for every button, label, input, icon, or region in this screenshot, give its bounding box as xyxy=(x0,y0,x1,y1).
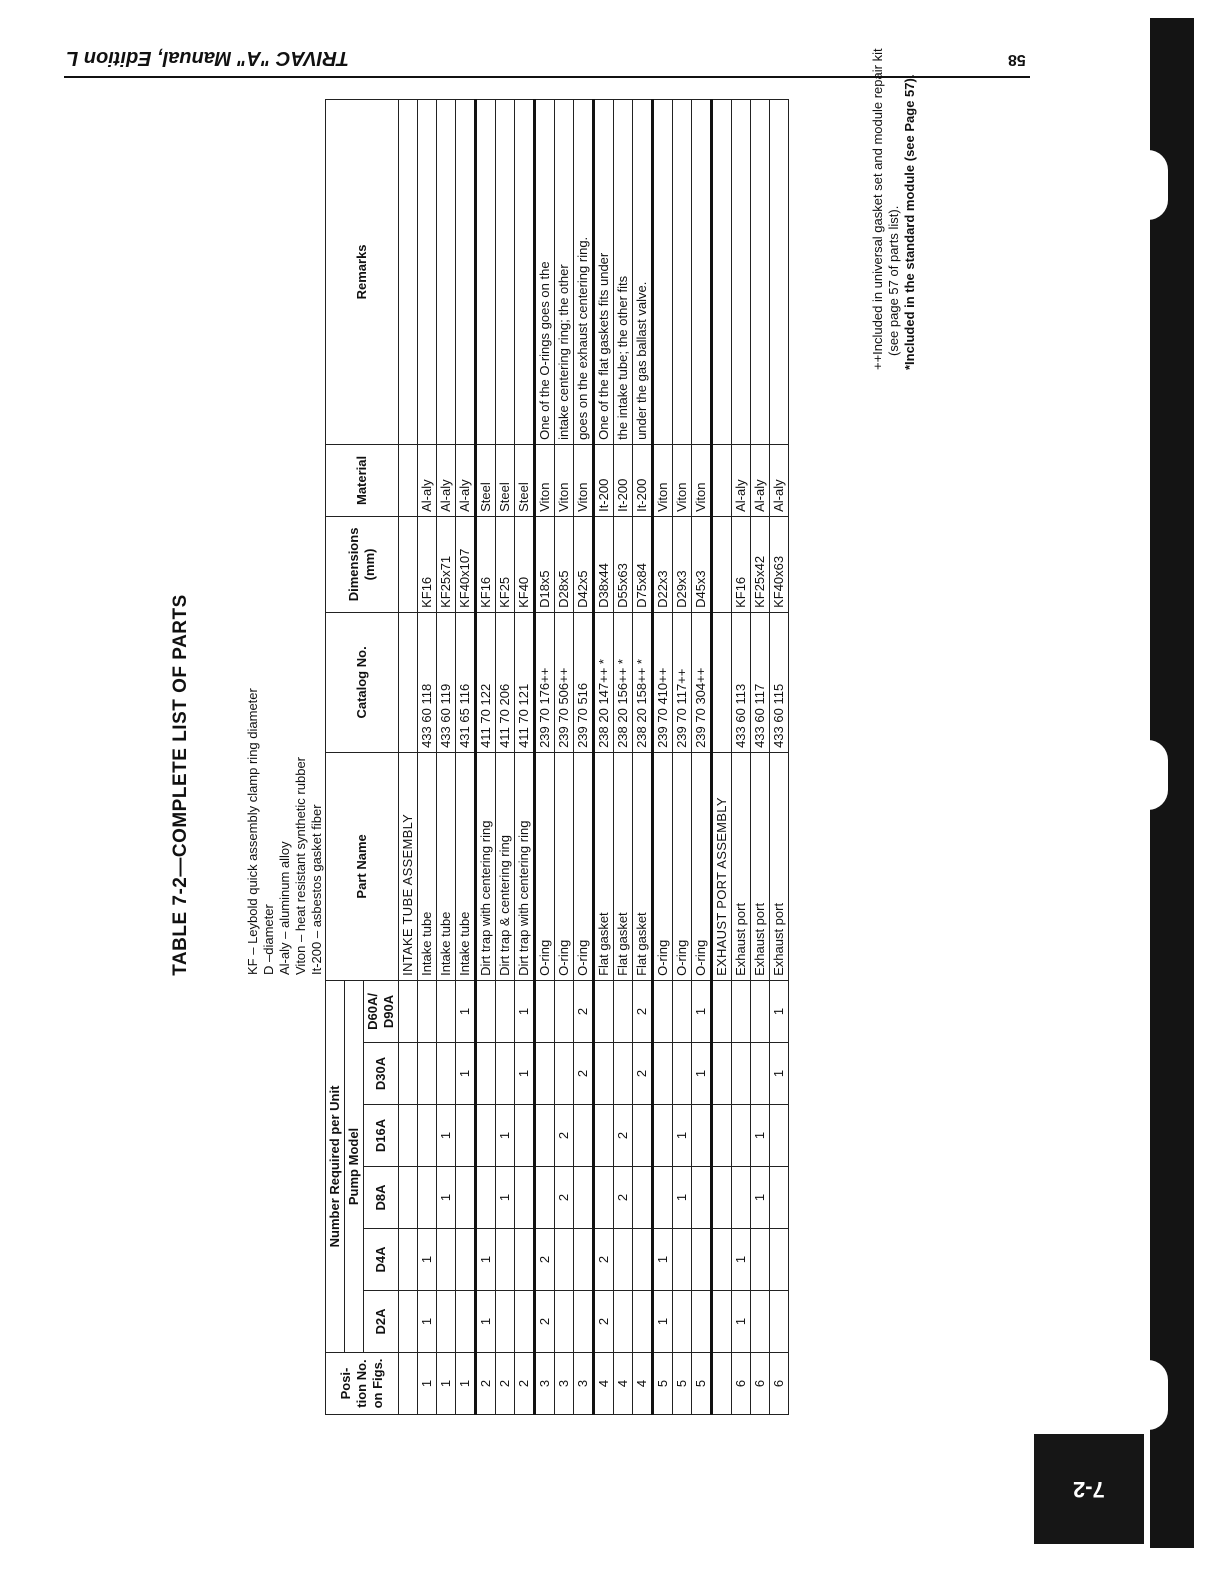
cell-quantity xyxy=(712,1167,732,1229)
legend-line: Viton – heat resistant synthetic rubber xyxy=(293,757,308,975)
cell-position: 3 xyxy=(535,1353,555,1415)
cell-quantity xyxy=(653,1167,673,1229)
cell-quantity xyxy=(476,1167,496,1229)
footnote: *Included in the standard module (see Page 57). xyxy=(902,74,917,370)
cell-position: 6 xyxy=(751,1353,770,1415)
legend-line: D –diameter xyxy=(261,904,276,975)
header-position: Posi-tion No. on Figs. xyxy=(326,1353,399,1415)
cell-material xyxy=(399,444,418,516)
cell-quantity xyxy=(515,1229,535,1291)
cell-quantity xyxy=(732,1167,751,1229)
cell-quantity: 2 xyxy=(555,1167,574,1229)
cell-catalog-no: 433 60 118 xyxy=(418,612,437,752)
cell-quantity xyxy=(751,980,770,1042)
cell-catalog-no: 239 70 506++ xyxy=(555,612,574,752)
punch-hole xyxy=(1128,1360,1168,1430)
cell-quantity: 1 xyxy=(770,980,789,1042)
cell-material: It-200 xyxy=(594,444,614,516)
cell-remarks: goes on the exhaust centering ring. xyxy=(574,99,594,444)
header-part-name: Part Name xyxy=(326,752,399,980)
cell-dimensions: D22x3 xyxy=(653,516,673,612)
table-row xyxy=(770,99,789,1414)
legend-line: It-200 – asbestos gasket fiber xyxy=(309,804,324,975)
cell-remarks xyxy=(515,99,535,444)
cell-dimensions: KF40 xyxy=(515,516,535,612)
section-tab xyxy=(1034,1434,1144,1544)
cell-remarks xyxy=(456,99,476,444)
cell-catalog-no: 431 65 116 xyxy=(456,612,476,752)
header-dimensions: Dimensions (mm) xyxy=(326,516,399,612)
cell-quantity: 1 xyxy=(653,1229,673,1291)
header-material: Material xyxy=(326,444,399,516)
cell-quantity xyxy=(496,1291,515,1353)
cell-quantity: 1 xyxy=(751,1167,770,1229)
cell-dimensions: D42x5 xyxy=(574,516,594,612)
cell-quantity xyxy=(515,1291,535,1353)
abbreviation-legend xyxy=(245,688,325,975)
cell-position: 1 xyxy=(418,1353,437,1415)
cell-quantity xyxy=(437,980,456,1042)
cell-part-name: Intake tube xyxy=(437,752,456,980)
cell-quantity xyxy=(456,1167,476,1229)
cell-quantity: 1 xyxy=(456,980,476,1042)
cell-quantity: 1 xyxy=(496,1167,515,1229)
cell-material: Al-aly xyxy=(418,444,437,516)
cell-part-name: Dirt trap & centering ring xyxy=(496,752,515,980)
table-row xyxy=(496,99,515,1414)
cell-remarks xyxy=(712,99,732,444)
cell-part-name: Flat gasket xyxy=(633,752,653,980)
table-row xyxy=(633,99,653,1414)
cell-quantity xyxy=(496,980,515,1042)
cell-quantity xyxy=(515,1105,535,1167)
table-row xyxy=(535,99,555,1414)
cell-quantity xyxy=(633,1229,653,1291)
cell-remarks: intake centering ring; the other xyxy=(555,99,574,444)
cell-catalog-no: 433 60 113 xyxy=(732,612,751,752)
cell-quantity xyxy=(574,1229,594,1291)
header-model: D16A xyxy=(364,1105,399,1167)
running-title: TRIVAC "A" Manual, Edition L xyxy=(66,47,350,69)
cell-position: 4 xyxy=(614,1353,633,1415)
cell-quantity: 1 xyxy=(476,1229,496,1291)
cell-quantity xyxy=(751,1043,770,1105)
cell-quantity xyxy=(653,1043,673,1105)
cell-catalog-no: 238 20 158++ * xyxy=(633,612,653,752)
header-model: D60A/ D90A xyxy=(364,980,399,1042)
cell-remarks xyxy=(437,99,456,444)
cell-position: 5 xyxy=(653,1353,673,1415)
cell-quantity: 1 xyxy=(673,1167,692,1229)
cell-quantity: 2 xyxy=(594,1291,614,1353)
cell-position: 5 xyxy=(673,1353,692,1415)
cell-quantity xyxy=(614,1043,633,1105)
cell-quantity xyxy=(456,1229,476,1291)
cell-quantity: 1 xyxy=(770,1043,789,1105)
cell-quantity xyxy=(770,1291,789,1353)
cell-quantity xyxy=(456,1105,476,1167)
cell-quantity xyxy=(614,1291,633,1353)
table-row xyxy=(751,99,770,1414)
cell-quantity xyxy=(476,1043,496,1105)
cell-catalog-no: 238 20 156++ * xyxy=(614,612,633,752)
cell-material: Steel xyxy=(496,444,515,516)
page-number: 58 xyxy=(1008,51,1026,68)
cell-position: 4 xyxy=(633,1353,653,1415)
cell-part-name: O-ring xyxy=(555,752,574,980)
header-model: D8A xyxy=(364,1167,399,1229)
cell-quantity xyxy=(594,980,614,1042)
header-number-required: Number Required per Unit xyxy=(326,980,345,1352)
cell-part-name: Dirt trap with centering ring xyxy=(476,752,496,980)
cell-part-name: Exhaust port xyxy=(732,752,751,980)
cell-quantity xyxy=(712,1043,732,1105)
cell-quantity xyxy=(712,980,732,1042)
cell-quantity xyxy=(437,1043,456,1105)
cell-remarks xyxy=(496,99,515,444)
cell-position: 3 xyxy=(574,1353,594,1415)
punch-hole xyxy=(1128,740,1168,810)
cell-quantity: 1 xyxy=(673,1105,692,1167)
cell-quantity xyxy=(673,980,692,1042)
cell-quantity xyxy=(692,1105,712,1167)
cell-material: Viton xyxy=(535,444,555,516)
cell-material: Viton xyxy=(673,444,692,516)
cell-position: 6 xyxy=(770,1353,789,1415)
cell-quantity xyxy=(751,1291,770,1353)
cell-quantity xyxy=(614,980,633,1042)
cell-part-name: Dirt trap with centering ring xyxy=(515,752,535,980)
cell-quantity xyxy=(751,1229,770,1291)
cell-part-name: Flat gasket xyxy=(594,752,614,980)
cell-dimensions: KF16 xyxy=(476,516,496,612)
cell-remarks: under the gas ballast valve. xyxy=(633,99,653,444)
cell-dimensions: KF40x63 xyxy=(770,516,789,612)
cell-quantity: 2 xyxy=(535,1229,555,1291)
cell-quantity xyxy=(770,1105,789,1167)
cell-dimensions: D28x5 xyxy=(555,516,574,612)
cell-catalog-no: 411 70 121 xyxy=(515,612,535,752)
header-model: D2A xyxy=(364,1291,399,1353)
cell-quantity xyxy=(535,1167,555,1229)
cell-quantity xyxy=(732,1043,751,1105)
cell-remarks: One of the O-rings goes on the xyxy=(535,99,555,444)
cell-part-name: O-ring xyxy=(692,752,712,980)
cell-quantity xyxy=(399,980,418,1042)
cell-quantity: 1 xyxy=(653,1291,673,1353)
cell-quantity xyxy=(692,1167,712,1229)
cell-quantity: 1 xyxy=(515,1043,535,1105)
cell-position: 5 xyxy=(692,1353,712,1415)
cell-position: 2 xyxy=(476,1353,496,1415)
cell-quantity xyxy=(712,1291,732,1353)
cell-quantity: 2 xyxy=(614,1105,633,1167)
cell-quantity: 1 xyxy=(437,1167,456,1229)
cell-quantity xyxy=(574,1167,594,1229)
cell-quantity xyxy=(633,1105,653,1167)
punch-hole xyxy=(1128,150,1168,220)
cell-dimensions: KF25 xyxy=(496,516,515,612)
table-row xyxy=(594,99,614,1414)
cell-position: 4 xyxy=(594,1353,614,1415)
cell-quantity: 1 xyxy=(732,1229,751,1291)
cell-remarks xyxy=(399,99,418,444)
cell-remarks xyxy=(732,99,751,444)
cell-dimensions: KF25x71 xyxy=(437,516,456,612)
cell-material: Al-aly xyxy=(437,444,456,516)
cell-quantity xyxy=(437,1291,456,1353)
cell-quantity xyxy=(673,1291,692,1353)
cell-position: 1 xyxy=(456,1353,476,1415)
cell-material: Steel xyxy=(515,444,535,516)
cell-quantity xyxy=(535,1043,555,1105)
cell-quantity xyxy=(535,980,555,1042)
header-pump-model: Pump Model xyxy=(345,980,364,1352)
table-row xyxy=(418,99,437,1414)
cell-quantity xyxy=(633,1167,653,1229)
cell-quantity xyxy=(418,1105,437,1167)
cell-quantity xyxy=(437,1229,456,1291)
table-row xyxy=(437,99,456,1414)
cell-material: Viton xyxy=(653,444,673,516)
cell-quantity xyxy=(653,980,673,1042)
cell-quantity xyxy=(535,1105,555,1167)
cell-quantity xyxy=(418,1043,437,1105)
table-row xyxy=(476,99,496,1414)
cell-quantity: 1 xyxy=(418,1291,437,1353)
cell-quantity xyxy=(515,1167,535,1229)
cell-quantity xyxy=(555,1291,574,1353)
cell-quantity: 1 xyxy=(692,1043,712,1105)
cell-quantity xyxy=(614,1229,633,1291)
cell-catalog-no xyxy=(712,612,732,752)
section-heading: EXHAUST PORT ASSEMBLY xyxy=(712,752,732,980)
cell-remarks xyxy=(418,99,437,444)
cell-quantity: 2 xyxy=(614,1167,633,1229)
cell-position: 3 xyxy=(555,1353,574,1415)
parts-table-body xyxy=(399,99,789,1414)
cell-quantity: 2 xyxy=(574,1043,594,1105)
header-model: D4A xyxy=(364,1229,399,1291)
cell-position xyxy=(399,1353,418,1415)
cell-dimensions: KF16 xyxy=(418,516,437,612)
cell-position: 2 xyxy=(515,1353,535,1415)
cell-catalog-no: 239 70 304++ xyxy=(692,612,712,752)
cell-part-name: Exhaust port xyxy=(751,752,770,980)
cell-material: Viton xyxy=(555,444,574,516)
cell-remarks xyxy=(476,99,496,444)
cell-catalog-no: 239 70 117++ xyxy=(673,612,692,752)
cell-quantity xyxy=(594,1105,614,1167)
cell-quantity: 2 xyxy=(633,1043,653,1105)
cell-material: Al-aly xyxy=(456,444,476,516)
cell-dimensions: D55x63 xyxy=(614,516,633,612)
cell-quantity xyxy=(712,1105,732,1167)
cell-quantity xyxy=(399,1291,418,1353)
cell-quantity xyxy=(476,980,496,1042)
table-row xyxy=(614,99,633,1414)
cell-quantity xyxy=(574,1291,594,1353)
cell-catalog-no: 411 70 206 xyxy=(496,612,515,752)
cell-material: Al-aly xyxy=(751,444,770,516)
cell-quantity: 1 xyxy=(456,1043,476,1105)
cell-catalog-no: 238 20 147++ * xyxy=(594,612,614,752)
cell-remarks xyxy=(653,99,673,444)
table-row xyxy=(653,99,673,1414)
cell-remarks: One of the flat gaskets fits under xyxy=(594,99,614,444)
section-heading: INTAKE TUBE ASSEMBLY xyxy=(399,752,418,980)
cell-quantity: 2 xyxy=(574,980,594,1042)
cell-quantity xyxy=(476,1105,496,1167)
cell-quantity xyxy=(594,1043,614,1105)
cell-material: Viton xyxy=(574,444,594,516)
cell-part-name: O-ring xyxy=(653,752,673,980)
cell-quantity: 2 xyxy=(535,1291,555,1353)
cell-quantity: 2 xyxy=(555,1105,574,1167)
cell-dimensions: D75x84 xyxy=(633,516,653,612)
cell-quantity: 2 xyxy=(633,980,653,1042)
cell-remarks xyxy=(770,99,789,444)
cell-dimensions: KF16 xyxy=(732,516,751,612)
cell-quantity: 1 xyxy=(476,1291,496,1353)
cell-quantity xyxy=(418,980,437,1042)
cell-quantity xyxy=(712,1229,732,1291)
cell-quantity xyxy=(770,1229,789,1291)
cell-quantity xyxy=(399,1043,418,1105)
cell-part-name: Exhaust port xyxy=(770,752,789,980)
footnotes xyxy=(870,48,918,370)
table-row xyxy=(456,99,476,1414)
cell-quantity xyxy=(456,1291,476,1353)
cell-quantity: 1 xyxy=(496,1105,515,1167)
footnote: ++Included in universal gasket set and module repair kit xyxy=(870,48,885,370)
cell-material xyxy=(712,444,732,516)
cell-part-name: Intake tube xyxy=(418,752,437,980)
cell-remarks xyxy=(751,99,770,444)
cell-quantity: 1 xyxy=(515,980,535,1042)
cell-position: 6 xyxy=(732,1353,751,1415)
cell-quantity xyxy=(594,1167,614,1229)
cell-part-name: O-ring xyxy=(574,752,594,980)
table-row xyxy=(574,99,594,1414)
legend-line: Al-aly – aluminum alloy xyxy=(277,841,292,975)
cell-remarks xyxy=(692,99,712,444)
table-row xyxy=(732,99,751,1414)
cell-quantity xyxy=(673,1229,692,1291)
cell-quantity xyxy=(673,1043,692,1105)
cell-catalog-no: 433 60 119 xyxy=(437,612,456,752)
cell-dimensions: KF40x107 xyxy=(456,516,476,612)
cell-dimensions: D18x5 xyxy=(535,516,555,612)
cell-quantity xyxy=(555,1043,574,1105)
cell-quantity: 1 xyxy=(751,1105,770,1167)
cell-quantity: 1 xyxy=(437,1105,456,1167)
cell-quantity xyxy=(653,1105,673,1167)
cell-catalog-no: 239 70 176++ xyxy=(535,612,555,752)
section-row xyxy=(399,99,418,1414)
cell-quantity: 1 xyxy=(732,1291,751,1353)
cell-dimensions: KF25x42 xyxy=(751,516,770,612)
cell-quantity xyxy=(418,1167,437,1229)
cell-catalog-no: 433 60 117 xyxy=(751,612,770,752)
cell-catalog-no: 411 70 122 xyxy=(476,612,496,752)
cell-dimensions: D29x3 xyxy=(673,516,692,612)
cell-position xyxy=(712,1353,732,1415)
cell-quantity: 1 xyxy=(418,1229,437,1291)
cell-material: Viton xyxy=(692,444,712,516)
section-tab-label: 7-2 xyxy=(1073,1477,1105,1502)
table-row xyxy=(673,99,692,1414)
cell-quantity xyxy=(555,1229,574,1291)
cell-part-name: Intake tube xyxy=(456,752,476,980)
cell-quantity xyxy=(399,1167,418,1229)
cell-dimensions xyxy=(399,516,418,612)
cell-part-name: O-ring xyxy=(535,752,555,980)
table-row xyxy=(555,99,574,1414)
cell-dimensions: D45x3 xyxy=(692,516,712,612)
cell-quantity xyxy=(555,980,574,1042)
cell-remarks xyxy=(673,99,692,444)
cell-quantity xyxy=(399,1229,418,1291)
section-row xyxy=(712,99,732,1414)
cell-quantity xyxy=(732,980,751,1042)
cell-material: Al-aly xyxy=(770,444,789,516)
footnote: (see page 57 of parts list). xyxy=(886,205,901,356)
cell-part-name: O-ring xyxy=(673,752,692,980)
cell-material: Al-aly xyxy=(732,444,751,516)
cell-quantity xyxy=(633,1291,653,1353)
cell-catalog-no: 239 70 516 xyxy=(574,612,594,752)
cell-catalog-no: 239 70 410++ xyxy=(653,612,673,752)
header-catalog-no: Catalog No. xyxy=(326,612,399,752)
table-row xyxy=(515,99,535,1414)
cell-quantity xyxy=(574,1105,594,1167)
cell-dimensions: D38x44 xyxy=(594,516,614,612)
cell-quantity: 1 xyxy=(692,980,712,1042)
cell-remarks: the intake tube; the other fits xyxy=(614,99,633,444)
cell-material: It-200 xyxy=(633,444,653,516)
cell-quantity xyxy=(399,1105,418,1167)
cell-quantity xyxy=(692,1291,712,1353)
header-model: D30A xyxy=(364,1043,399,1105)
cell-quantity xyxy=(496,1043,515,1105)
cell-part-name: Flat gasket xyxy=(614,752,633,980)
cell-quantity xyxy=(732,1105,751,1167)
cell-material: Steel xyxy=(476,444,496,516)
legend-line: KF – Leybold quick assembly clamp ring diameter xyxy=(245,688,260,975)
cell-quantity xyxy=(496,1229,515,1291)
cell-quantity xyxy=(770,1167,789,1229)
cell-material: It-200 xyxy=(614,444,633,516)
table-row xyxy=(692,99,712,1414)
cell-catalog-no: 433 60 115 xyxy=(770,612,789,752)
cell-dimensions xyxy=(712,516,732,612)
parts-table xyxy=(325,99,789,1415)
cell-quantity xyxy=(692,1229,712,1291)
cell-position: 2 xyxy=(496,1353,515,1415)
cell-catalog-no xyxy=(399,612,418,752)
cell-quantity: 2 xyxy=(594,1229,614,1291)
table-title: TABLE 7-2—COMPLETE LIST OF PARTS xyxy=(170,594,191,976)
header-remarks: Remarks xyxy=(326,99,399,444)
cell-position: 1 xyxy=(437,1353,456,1415)
